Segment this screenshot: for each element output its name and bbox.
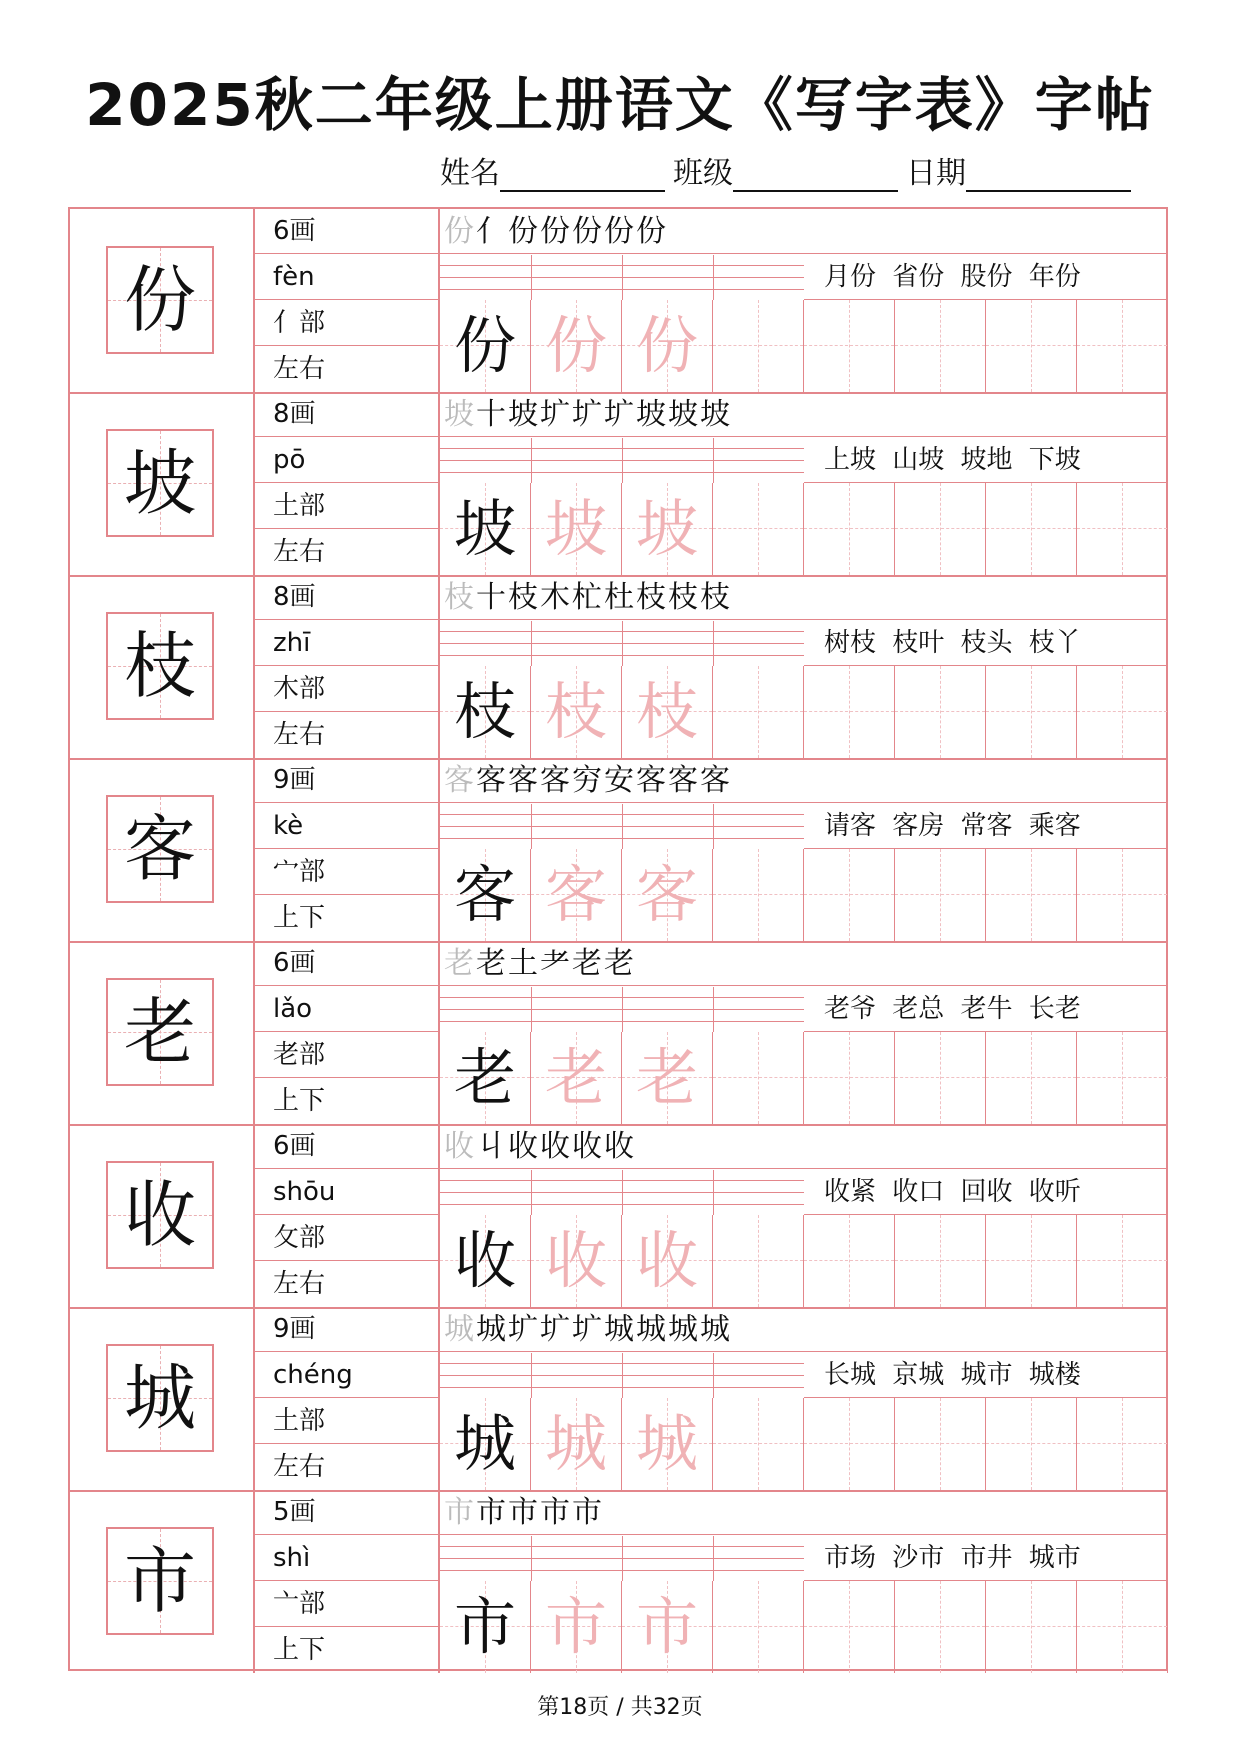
trace-cell [622, 483, 713, 575]
character-info [255, 392, 440, 575]
model-character-box [106, 795, 214, 903]
trace-character: 枝 [544, 675, 607, 748]
model-character-cell [70, 941, 255, 1124]
trace-character: 老 [635, 1041, 698, 1114]
model-character: 收 [123, 1173, 196, 1257]
blank-writing-cell[interactable] [804, 666, 895, 758]
trace-cell [531, 1215, 622, 1307]
blank-writing-cell[interactable] [713, 300, 804, 392]
writing-grid [440, 1581, 1166, 1673]
example-cell [440, 1581, 531, 1673]
trace-character: 坡 [635, 492, 698, 565]
pinyin-practice-lines[interactable] [440, 438, 804, 483]
word-examples: 老爷 老总 老牛 长老 [804, 987, 1166, 1032]
pinyin: shōu [255, 1170, 438, 1215]
blank-writing-cell[interactable] [713, 849, 804, 941]
example-character: 客 [453, 858, 516, 931]
blank-writing-cell[interactable] [895, 300, 986, 392]
example-cell [440, 666, 531, 758]
pinyin-practice-lines[interactable] [440, 804, 804, 849]
structure: 左右 [273, 1269, 326, 1299]
date-label: 日期 [906, 156, 966, 191]
trace-character: 枝 [635, 675, 698, 748]
stroke-count: 6画 [255, 1124, 438, 1169]
word-examples: 请客 客房 常客 乘客 [804, 804, 1166, 849]
trace-cell [622, 1032, 713, 1124]
model-character: 枝 [123, 624, 196, 708]
blank-writing-cell[interactable] [713, 1215, 804, 1307]
stroke-order [440, 575, 1166, 620]
trace-character: 客 [544, 858, 607, 931]
practice-area [440, 1307, 1166, 1490]
trace-cell [622, 1398, 713, 1490]
character-row [70, 758, 1166, 943]
character-info [255, 575, 440, 758]
trace-cell [622, 1215, 713, 1307]
model-character: 坡 [123, 441, 196, 525]
trace-character: 老 [544, 1041, 607, 1114]
pinyin-practice-lines[interactable] [440, 621, 804, 666]
trace-character: 坡 [544, 492, 607, 565]
example-character: 收 [453, 1224, 516, 1297]
character-row [70, 1490, 1166, 1673]
writing-grid [440, 1398, 1166, 1490]
example-character: 市 [453, 1590, 516, 1663]
trace-character: 市 [635, 1590, 698, 1663]
trace-character: 城 [635, 1407, 698, 1480]
character-info [255, 1124, 440, 1307]
model-character-box [106, 978, 214, 1086]
stroke-order [440, 941, 1166, 986]
stroke-order [440, 1307, 1166, 1352]
example-cell [440, 1398, 531, 1490]
trace-character: 收 [635, 1224, 698, 1297]
trace-cell [622, 1581, 713, 1673]
pinyin: zhī [255, 621, 438, 666]
writing-grid [440, 300, 1166, 392]
character-row [70, 1124, 1166, 1309]
structure: 上下 [273, 1086, 326, 1116]
character-row [70, 1307, 1166, 1492]
trace-character: 客 [635, 858, 698, 931]
model-character-cell [70, 1124, 255, 1307]
word-examples: 月份 省份 股份 年份 [804, 255, 1166, 300]
stroke-order-sequence: 丩收收收收 [476, 1129, 636, 1164]
model-character-cell [70, 1307, 255, 1490]
pinyin-practice-lines[interactable] [440, 1536, 804, 1581]
blank-writing-cell[interactable] [895, 1215, 986, 1307]
character-info [255, 941, 440, 1124]
pinyin: kè [255, 804, 438, 849]
example-character: 枝 [453, 675, 516, 748]
pinyin: fèn [255, 255, 438, 300]
writing-grid [440, 1032, 1166, 1124]
pinyin-practice-lines[interactable] [440, 1170, 804, 1215]
word-examples: 收紧 收口 回收 收听 [804, 1170, 1166, 1215]
example-character: 老 [453, 1041, 516, 1114]
character-info [255, 1490, 440, 1673]
blank-writing-cell[interactable] [986, 1032, 1077, 1124]
practice-area [440, 758, 1166, 941]
stroke-count: 8画 [255, 392, 438, 437]
blank-writing-cell[interactable] [713, 1032, 804, 1124]
writing-grid [440, 849, 1166, 941]
blank-writing-cell[interactable] [895, 1032, 986, 1124]
stroke-order [440, 1490, 1166, 1535]
model-character-cell [70, 575, 255, 758]
stroke-order-ghost: 客 [444, 763, 476, 798]
structure: 上下 [273, 1635, 326, 1665]
trace-cell [622, 849, 713, 941]
blank-writing-cell[interactable] [1077, 849, 1168, 941]
blank-writing-cell[interactable] [986, 849, 1077, 941]
model-character-box [106, 612, 214, 720]
blank-writing-cell[interactable] [986, 300, 1077, 392]
writing-grid [440, 666, 1166, 758]
character-row [70, 392, 1166, 577]
name-blank[interactable] [500, 160, 665, 192]
blank-writing-cell[interactable] [895, 483, 986, 575]
blank-writing-cell[interactable] [1077, 300, 1168, 392]
model-character-box [106, 1344, 214, 1452]
model-character-box [106, 429, 214, 537]
stroke-count: 9画 [255, 758, 438, 803]
word-examples: 上坡 山坡 坡地 下坡 [804, 438, 1166, 483]
blank-writing-cell[interactable] [804, 1032, 895, 1124]
example-cell [440, 1215, 531, 1307]
stroke-count: 5画 [255, 1490, 438, 1535]
blank-writing-cell[interactable] [804, 1398, 895, 1490]
blank-writing-cell[interactable] [986, 666, 1077, 758]
trace-cell [531, 849, 622, 941]
blank-writing-cell[interactable] [986, 1581, 1077, 1673]
practice-area [440, 392, 1166, 575]
blank-writing-cell[interactable] [1077, 1032, 1168, 1124]
pinyin: shì [255, 1536, 438, 1581]
structure: 左右 [273, 720, 326, 750]
pinyin: pō [255, 438, 438, 483]
character-row [70, 941, 1166, 1126]
practice-area [440, 941, 1166, 1124]
class-blank[interactable] [733, 160, 898, 192]
stroke-count: 6画 [255, 941, 438, 986]
structure: 左右 [273, 1452, 326, 1482]
blank-writing-cell[interactable] [986, 1398, 1077, 1490]
trace-character: 份 [635, 309, 698, 382]
blank-writing-cell[interactable] [1077, 666, 1168, 758]
trace-character: 份 [544, 309, 607, 382]
model-character: 市 [123, 1539, 196, 1623]
model-character: 老 [123, 990, 196, 1074]
writing-grid [440, 1215, 1166, 1307]
blank-writing-cell[interactable] [986, 1215, 1077, 1307]
practice-area [440, 209, 1166, 392]
stroke-order-sequence: 老土耂老老 [476, 946, 636, 981]
name-label: 姓名 [440, 156, 500, 191]
character-info [255, 1307, 440, 1490]
structure: 左右 [273, 537, 326, 567]
trace-cell [531, 483, 622, 575]
model-character: 城 [123, 1356, 196, 1440]
model-character-cell [70, 209, 255, 392]
blank-writing-cell[interactable] [1077, 1581, 1168, 1673]
blank-writing-cell[interactable] [713, 483, 804, 575]
trace-cell [531, 300, 622, 392]
model-character-cell [70, 1490, 255, 1673]
stroke-order-sequence: 客客客穷安客客客 [476, 763, 732, 798]
example-character: 份 [453, 309, 516, 382]
word-examples: 树枝 枝叶 枝头 枝丫 [804, 621, 1166, 666]
radical: 土部 [255, 484, 438, 529]
stroke-order-ghost: 老 [444, 946, 476, 981]
model-character-cell [70, 392, 255, 575]
blank-writing-cell[interactable] [713, 666, 804, 758]
trace-cell [531, 1581, 622, 1673]
practice-area [440, 1490, 1166, 1673]
trace-cell [622, 300, 713, 392]
blank-writing-cell[interactable] [804, 1581, 895, 1673]
example-character: 坡 [453, 492, 516, 565]
trace-character: 市 [544, 1590, 607, 1663]
model-character-box [106, 1527, 214, 1635]
stroke-count: 8画 [255, 575, 438, 620]
trace-character: 城 [544, 1407, 607, 1480]
example-cell [440, 849, 531, 941]
stroke-count: 6画 [255, 209, 438, 254]
blank-writing-cell[interactable] [1077, 483, 1168, 575]
page-footer: 第18页 / 共32页 [537, 1695, 703, 1720]
stroke-order-sequence: 市市市市 [476, 1495, 604, 1530]
blank-writing-cell[interactable] [895, 1398, 986, 1490]
trace-cell [622, 666, 713, 758]
trace-cell [531, 666, 622, 758]
date-blank[interactable] [966, 160, 1131, 192]
model-character: 份 [123, 258, 196, 342]
class-label: 班级 [673, 156, 733, 191]
model-character-cell [70, 758, 255, 941]
example-cell [440, 483, 531, 575]
pinyin: lǎo [255, 987, 438, 1032]
stroke-order-ghost: 枝 [444, 580, 476, 615]
stroke-order-ghost: 城 [444, 1312, 476, 1347]
stroke-order-sequence: 十坡圹圹圹坡坡坡 [476, 397, 732, 432]
blank-writing-cell[interactable] [895, 849, 986, 941]
character-row [70, 575, 1166, 760]
writing-grid [440, 483, 1166, 575]
model-character-box [106, 1161, 214, 1269]
character-info [255, 209, 440, 392]
blank-writing-cell[interactable] [895, 666, 986, 758]
blank-writing-cell[interactable] [804, 849, 895, 941]
word-examples: 市场 沙市 市井 城市 [804, 1536, 1166, 1581]
radical: 攵部 [255, 1216, 438, 1261]
example-cell [440, 300, 531, 392]
word-examples: 长城 京城 城市 城楼 [804, 1353, 1166, 1398]
stroke-order-sequence: 城圹圹圹城城城城 [476, 1312, 732, 1347]
stroke-order-sequence: 亻份份份份份 [476, 214, 668, 249]
radical: 亠部 [255, 1582, 438, 1627]
model-character: 客 [123, 807, 196, 891]
blank-writing-cell[interactable] [986, 483, 1077, 575]
character-info [255, 758, 440, 941]
blank-writing-cell[interactable] [804, 483, 895, 575]
pinyin-practice-lines[interactable] [440, 1353, 804, 1398]
blank-writing-cell[interactable] [713, 1581, 804, 1673]
radical: 宀部 [255, 850, 438, 895]
model-character-box [106, 246, 214, 354]
practice-area [440, 1124, 1166, 1307]
blank-writing-cell[interactable] [1077, 1215, 1168, 1307]
radical: 木部 [255, 667, 438, 712]
stroke-order-ghost: 市 [444, 1495, 476, 1530]
stroke-order [440, 209, 1166, 254]
student-info-line [440, 148, 1139, 192]
stroke-count: 9画 [255, 1307, 438, 1352]
radical: 老部 [255, 1033, 438, 1078]
stroke-order-ghost: 收 [444, 1129, 476, 1164]
practice-sheet [68, 207, 1168, 1671]
radical: 亻部 [255, 301, 438, 346]
blank-writing-cell[interactable] [1077, 1398, 1168, 1490]
structure: 左右 [273, 354, 326, 384]
page-title: 2025秋二年级上册语文《写字表》字帖 [85, 71, 1155, 139]
pinyin-practice-lines[interactable] [440, 255, 804, 300]
example-cell [440, 1032, 531, 1124]
example-character: 城 [453, 1407, 516, 1480]
structure: 上下 [273, 903, 326, 933]
blank-writing-cell[interactable] [713, 1398, 804, 1490]
radical: 土部 [255, 1399, 438, 1444]
trace-cell [531, 1398, 622, 1490]
pinyin: chéng [255, 1353, 438, 1398]
stroke-order-ghost: 坡 [444, 397, 476, 432]
blank-writing-cell[interactable] [895, 1581, 986, 1673]
blank-writing-cell[interactable] [804, 1215, 895, 1307]
blank-writing-cell[interactable] [804, 300, 895, 392]
practice-area [440, 575, 1166, 758]
stroke-order [440, 1124, 1166, 1169]
stroke-order-ghost: 份 [444, 214, 476, 249]
stroke-order [440, 392, 1166, 437]
character-row [70, 209, 1166, 394]
stroke-order [440, 758, 1166, 803]
trace-character: 收 [544, 1224, 607, 1297]
stroke-order-sequence: 十枝木杧杜枝枝枝 [476, 580, 732, 615]
trace-cell [531, 1032, 622, 1124]
pinyin-practice-lines[interactable] [440, 987, 804, 1032]
